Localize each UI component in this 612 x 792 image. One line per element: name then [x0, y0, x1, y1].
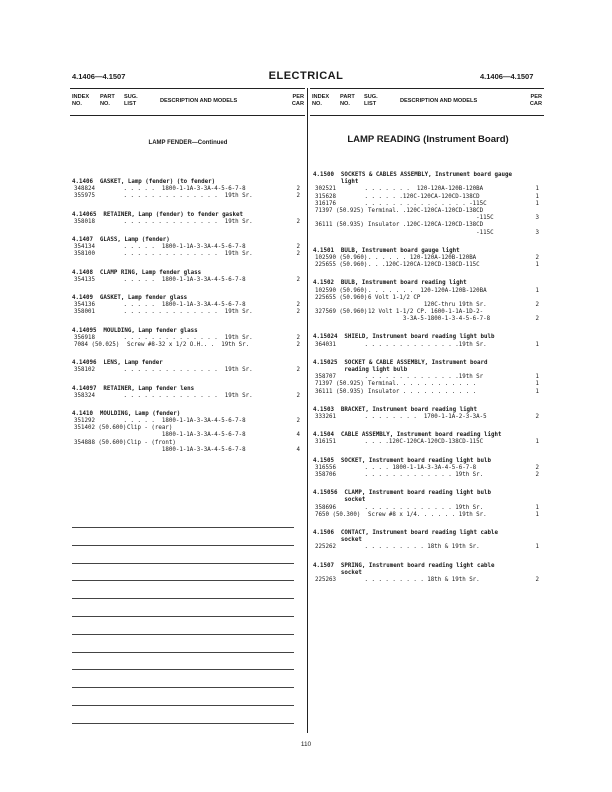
part-number: 351292 [74, 418, 95, 425]
col-per-header: PER CAR [291, 94, 304, 107]
part-detail: . . . . . . . . . . . . . . 19th Sr. [120, 251, 253, 258]
part-number: 333261 [315, 414, 336, 421]
part-number: 316176 [315, 200, 336, 207]
per-car-qty: 2 [535, 316, 539, 323]
part-row [72, 309, 304, 316]
part-detail: . . . . . . . 120-120A-120B-120BA [361, 186, 484, 193]
part-detail: Terminal. .120C-120CA-120CD-138CD [361, 207, 484, 214]
part-number: 316556 [315, 464, 336, 471]
per-car-qty: 2 [535, 254, 539, 261]
ruled-line [72, 652, 294, 653]
parts-group [72, 179, 304, 201]
part-detail: . . . . . . . . . 18th & 19th Sr. [361, 576, 480, 583]
part-number: 225263 [315, 576, 336, 583]
per-car-qty: 1 [535, 200, 539, 207]
part-row [313, 201, 543, 208]
part-detail: . . . . 1800-1-1A-3-3A-4-5-6-7-8 [361, 464, 477, 471]
parts-group [72, 295, 304, 317]
per-car-qty: 2 [535, 464, 539, 471]
part-row [72, 244, 304, 251]
part-number: 358102 [74, 367, 95, 374]
part-number: 354135 [74, 276, 95, 283]
part-row [72, 432, 304, 439]
part-number: 358707 [315, 374, 336, 381]
part-detail: . . . . . . . . . . . . . 19th Sr. [361, 471, 484, 478]
part-detail: . . . . . . . . . . . . . . 19th Sr. [120, 218, 253, 225]
per-car-qty: 1 [535, 186, 539, 193]
col-sug-header: SUG. LIST [124, 94, 138, 107]
part-number: 7084 (50.025) [74, 341, 120, 348]
group-title: 4.14097 RETAINER, Lamp fender lens [72, 385, 195, 392]
group-title: 4.1506 CONTACT, Instrument board reading light cable socket [313, 529, 498, 544]
part-detail: . . . . . 1800-1-1A-3-3A-4-5-6-7-8 [120, 244, 246, 251]
table-header-left [70, 88, 305, 116]
part-detail: 12 Volt 1-1/2 CP. 1600-1-1A-1D-2- [361, 309, 484, 316]
part-number: 315628 [315, 193, 336, 200]
parts-group [72, 237, 304, 259]
part-detail: . . . . . . . . . . . . . . . -115C [361, 200, 487, 207]
part-row [313, 342, 543, 349]
part-number: 358696 [315, 504, 336, 511]
right-column [313, 122, 543, 595]
part-row [72, 251, 304, 258]
part-number: 358324 [74, 392, 95, 399]
part-row [72, 342, 304, 349]
group-title: 4.1501 BULB, Instrument board gauge light [313, 247, 460, 254]
part-row [72, 186, 304, 193]
part-detail: Insulator .120C-120CA-120CD-138CD [361, 222, 484, 229]
per-car-qty: 1 [535, 388, 539, 395]
part-detail: . . . . . . . . 1700-1-1A-2-3-3A-5 [361, 414, 487, 421]
part-row [72, 219, 304, 226]
part-number: 225262 [315, 544, 336, 551]
group-title: 4.14096 LENS, Lamp fender [72, 360, 163, 367]
per-car-qty: 1 [535, 287, 539, 294]
group-title: 4.1410 MOULDING, Lamp (fender) [72, 410, 181, 417]
part-detail: 6 Volt 1-1/2 CP [361, 294, 421, 301]
part-number: 355975 [74, 193, 95, 200]
group-title: 4.1409 GASKET, Lamp fender glass [72, 294, 188, 301]
group-title: 4.14095 MOULDING, Lamp fender glass [72, 327, 198, 334]
part-row [313, 381, 543, 388]
part-number: 71397 (50.925) [315, 207, 364, 214]
part-detail: . . . . . . . . . 18th & 19th Sr. [361, 544, 480, 551]
part-row [72, 393, 304, 400]
part-row [72, 418, 304, 425]
group-title: 4.1502 BULB, Instrument board reading light [313, 280, 467, 287]
part-detail: -115C [361, 229, 494, 236]
part-detail: . . . . . . . . . . . . . . 19th Sr. [120, 334, 253, 341]
per-car-qty: 2 [296, 218, 300, 225]
part-detail: . . . . . . . . . . . . . . 19th Sr. [120, 367, 253, 374]
part-detail: . . . . . . 120-120A-120B-120BA [361, 254, 477, 261]
part-number: 36111 (50.935) [315, 388, 364, 395]
part-detail: Clip - (front) [120, 439, 176, 446]
group-title: 4.15024 SHIELD, Instrument board reading light bulb [313, 334, 495, 341]
ruled-line [72, 705, 294, 706]
group-title: 4.1407 GLASS, Lamp (fender) [72, 236, 170, 243]
part-row [313, 309, 543, 316]
per-car-qty: 2 [296, 418, 300, 425]
left-column [72, 122, 304, 465]
part-detail: . . . . . 1800-1-1A-3-3A-4-5-6-7-8 [120, 302, 246, 309]
part-detail: . . .120C-120CA-120CD-138CD-115C [361, 262, 480, 269]
ruled-line [72, 723, 294, 724]
parts-group [313, 530, 543, 552]
per-car-qty: 1 [535, 439, 539, 446]
part-number: 327569 (50.960) [315, 309, 368, 316]
per-car-qty: 2 [296, 251, 300, 258]
per-car-qty: 4 [296, 432, 300, 439]
part-detail: . . . . . 1800-1-1A-3-3A-4-5-6-7-8 [120, 418, 246, 425]
per-car-qty: 2 [296, 392, 300, 399]
group-title: 4.1507 SPRING, Instrument board reading light cable socket [313, 562, 495, 576]
per-car-qty: 3 [535, 229, 539, 236]
part-number: 7650 (50.300) [315, 511, 361, 518]
part-detail: . . . . . . . 120-120A-120B-120BA [361, 287, 487, 294]
per-car-qty: 1 [535, 381, 539, 388]
per-car-qty: 2 [296, 276, 300, 283]
parts-group [313, 280, 543, 323]
part-row [313, 295, 543, 302]
part-number: 102590 (50.960) [315, 287, 368, 294]
parts-group [72, 360, 304, 374]
part-number: 316151 [315, 439, 336, 446]
part-row [313, 255, 543, 262]
part-row [72, 302, 304, 309]
part-detail: . . . . . . . . . . . . . . 19th Sr. [120, 193, 253, 200]
per-car-qty: 2 [535, 576, 539, 583]
parts-group [72, 270, 304, 284]
part-row [72, 335, 304, 342]
part-row [313, 374, 543, 381]
per-car-qty: 1 [535, 544, 539, 551]
col-desc-header: DESCRIPTION AND MODELS [400, 98, 478, 104]
part-number: 364031 [315, 341, 336, 348]
per-car-qty: 1 [535, 504, 539, 511]
part-detail: 120C-thru 19th Sr. [361, 301, 487, 308]
part-detail: Screw #8-32 x 1/2 O.H.. . 19th Sr. [120, 341, 250, 348]
col-part-header: PART NO. [100, 94, 115, 107]
per-car-qty: 2 [535, 414, 539, 421]
group-title: 4.1406 GASKET, Lamp (fender) (to fender) [72, 179, 216, 186]
per-car-qty: 1 [535, 262, 539, 269]
parts-group [313, 458, 543, 480]
part-detail: . . . . . . . . . . . . . . 19th Sr. [120, 392, 253, 399]
part-row [313, 512, 543, 519]
part-number: 351402 (50.600) [74, 425, 127, 432]
per-car-qty: 2 [535, 301, 539, 308]
header-right-range: 4.1406—4.1507 [480, 72, 534, 81]
part-row [72, 440, 304, 447]
parts-group [313, 172, 543, 237]
section-heading: LAMP READING (Instrument Board) [347, 134, 509, 146]
ruled-line [72, 598, 294, 599]
part-row [72, 425, 304, 432]
part-row [313, 544, 543, 551]
part-row [313, 414, 543, 421]
part-detail: 3-3A-5-1800-1-3-4-5-6-7-8 [361, 316, 491, 323]
part-detail: 1800-1-1A-3-3A-4-5-6-7-8 [120, 432, 246, 439]
part-row [313, 194, 543, 201]
part-row [313, 230, 543, 237]
part-row [313, 186, 543, 193]
ruled-line [72, 687, 294, 688]
part-row [313, 215, 543, 222]
parts-group [313, 248, 543, 270]
ruled-line [72, 616, 294, 617]
per-car-qty: 2 [296, 367, 300, 374]
part-number: 356918 [74, 334, 95, 341]
per-car-qty: 2 [296, 193, 300, 200]
col-desc-header: DESCRIPTION AND MODELS [160, 98, 238, 104]
per-car-qty: 2 [535, 471, 539, 478]
per-car-qty: 1 [535, 511, 539, 518]
parts-group [72, 328, 304, 350]
part-row [313, 505, 543, 512]
part-number: 36111 (50.935) [315, 222, 364, 229]
part-detail: Insulator . . . . . . . . . . . [361, 388, 477, 395]
part-number: 225655 (50.960) [315, 262, 368, 269]
part-row [313, 208, 543, 215]
part-detail: . . . . . . . . . . . . . .19th Sr [361, 374, 484, 381]
part-number: 354888 (50.600) [74, 439, 127, 446]
page-title: ELECTRICAL [268, 70, 344, 82]
part-row [72, 447, 304, 454]
part-row [313, 262, 543, 269]
part-number: 354134 [74, 244, 95, 251]
group-title: 4.1505 SOCKET, Instrument board reading light bulb [313, 457, 491, 464]
part-detail: Terminal. . . . . . . . . . . . [361, 381, 477, 388]
part-detail: . . . . . .120C-120CA-120CD-138CD [361, 193, 480, 200]
part-row [72, 367, 304, 374]
ruled-line [72, 580, 294, 581]
col-index-header: INDEX NO. [312, 94, 330, 107]
part-row [313, 577, 543, 584]
col-per-header: PER CAR [529, 94, 542, 107]
ruled-line [72, 634, 294, 635]
part-detail: . . . .120C-120CA-120CD-138CD-115C [361, 439, 484, 446]
part-number: 302521 [315, 186, 336, 193]
part-detail: Screw #8 x 1/4. . . . . . 19th Sr. [361, 511, 487, 518]
part-detail: . . . . . . . . . . . . . 19th Sr. [361, 504, 484, 511]
part-number: 358018 [74, 218, 95, 225]
part-detail: . . . . . 1800-1-1A-3-3A-4-5-6-7-8 [120, 276, 246, 283]
group-title: 4.1408 CLAMP RING, Lamp fender glass [72, 269, 202, 276]
per-car-qty: 3 [535, 215, 539, 222]
part-number: 358100 [74, 251, 95, 258]
part-row [313, 316, 543, 323]
per-car-qty: 1 [535, 341, 539, 348]
parts-group [313, 407, 543, 421]
ruled-line [72, 563, 294, 564]
part-row [72, 277, 304, 284]
col-part-header: PART NO. [340, 94, 355, 107]
part-detail: Clip - (rear) [120, 425, 173, 432]
per-car-qty: 1 [535, 374, 539, 381]
per-car-qty: 2 [296, 302, 300, 309]
part-row [313, 465, 543, 472]
part-row [313, 288, 543, 295]
parts-group [313, 334, 543, 348]
parts-group [313, 490, 543, 519]
col-sug-header: SUG. LIST [364, 94, 378, 107]
part-detail: . . . . . 1800-1-1A-3-3A-4-5-6-7-8 [120, 186, 246, 193]
per-car-qty: 2 [296, 334, 300, 341]
part-number: 225655 (50.960) [315, 294, 368, 301]
parts-group [313, 432, 543, 446]
part-number: 354136 [74, 302, 95, 309]
group-title: 4.1503 BRACKET, Instrument board reading light [313, 406, 478, 413]
ruled-line [72, 527, 294, 528]
part-number: 348824 [74, 186, 95, 193]
part-detail: -115C [361, 215, 494, 222]
group-title: 4.15025 SOCKET & CABLE ASSEMBLY, Instrument board reading light bulb [313, 359, 488, 374]
part-detail: . . . . . . . . . . . . . .19th Sr. [361, 341, 487, 348]
column-divider [307, 88, 308, 733]
per-car-qty: 1 [535, 193, 539, 200]
part-number: 71397 (50.925) [315, 381, 364, 388]
header-left-range: 4.1406—4.1507 [72, 72, 126, 81]
parts-group [72, 411, 304, 454]
part-row [313, 222, 543, 229]
part-number: 358706 [315, 471, 336, 478]
part-number: 102590 (50.960) [315, 254, 368, 261]
col-index-header: INDEX NO. [72, 94, 90, 107]
per-car-qty: 2 [296, 341, 300, 348]
parts-group [72, 386, 304, 400]
part-number: 358001 [74, 309, 95, 316]
part-row [313, 302, 543, 309]
per-car-qty: 2 [296, 186, 300, 193]
part-row [72, 193, 304, 200]
parts-group [72, 212, 304, 226]
page-number: 110 [300, 741, 312, 748]
ruled-line [72, 545, 294, 546]
per-car-qty: 4 [296, 446, 300, 453]
per-car-qty: 2 [296, 309, 300, 316]
part-row [313, 439, 543, 446]
group-title: 4.1500 SOCKETS & CABLES ASSEMBLY, Instrument board gauge light [313, 172, 512, 186]
group-title: 4.15056 CLAMP, Instrument board reading light bulb socket [313, 490, 491, 504]
per-car-qty: 2 [296, 244, 300, 251]
section-heading: LAMP FENDER—Continued [148, 140, 228, 147]
group-title: 4.14065 RETAINER, Lamp (fender) to fender gasket [72, 211, 244, 218]
part-detail: 1800-1-1A-3-3A-4-5-6-7-8 [120, 446, 246, 453]
parts-group [313, 563, 543, 585]
part-detail: . . . . . . . . . . . . . . 19th Sr. [120, 309, 253, 316]
parts-group [313, 360, 543, 396]
table-header-right [310, 88, 544, 116]
part-row [313, 389, 543, 396]
part-row [313, 472, 543, 479]
ruled-line [72, 669, 294, 670]
group-title: 4.1504 CABLE ASSEMBLY, Instrument board reading light [313, 432, 502, 439]
